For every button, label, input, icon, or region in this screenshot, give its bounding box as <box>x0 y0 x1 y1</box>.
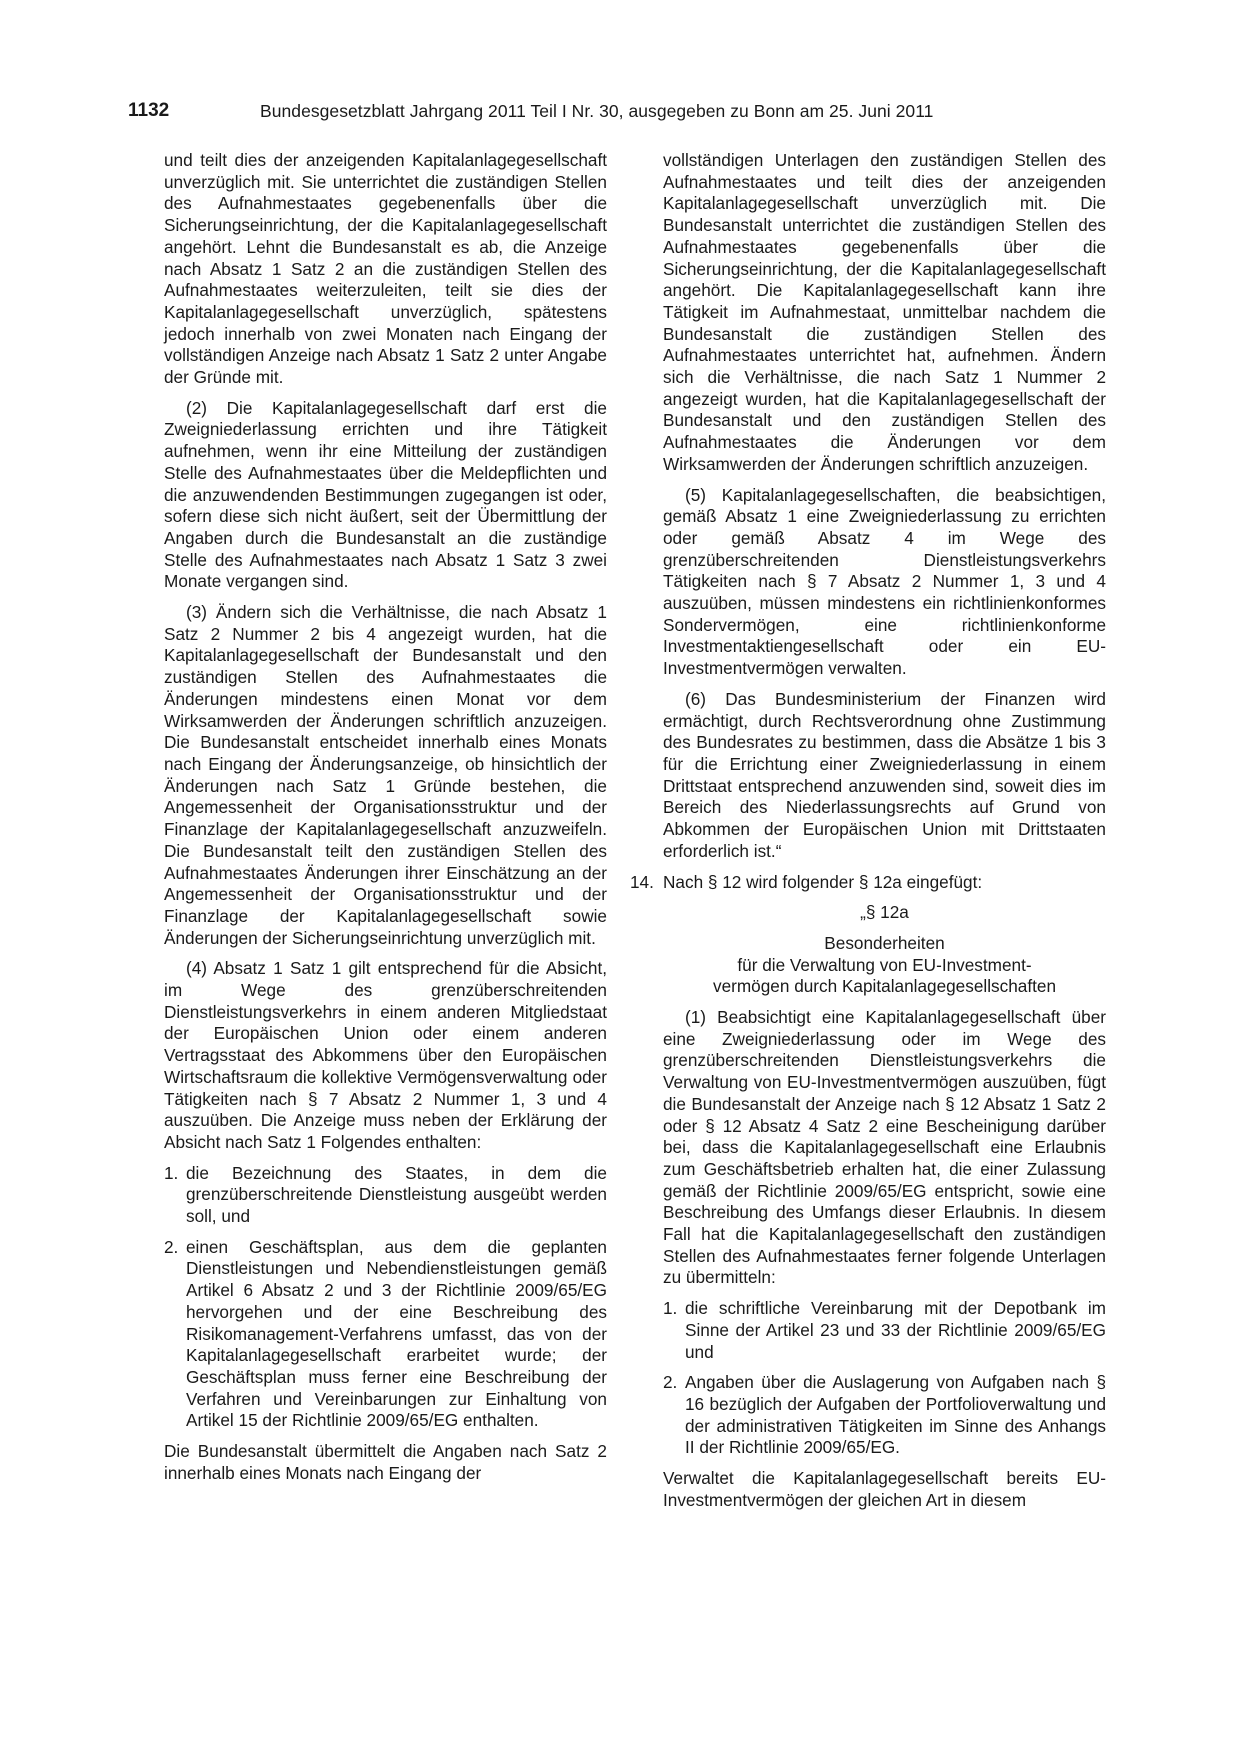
paragraph: (4) Absatz 1 Satz 1 gilt entsprechend für die Absicht, im Wege des grenzüberschreitenden Dienstleistungsverkehrs in einem anderen Mitgliedstaat der Europäischen Union oder einem anderen Vertragsstaat des Abkommens über den Europäischen Wirtschaftsraum die kollektive Vermögensverwaltung oder Tätigkeiten nach § 7 Absatz 2 Nummer 1, 3 und 4 auszuüben. Die Anzeige muss neben der Erklärung der Absicht nach Satz 1 Folgendes enthalten: <box>164 958 607 1152</box>
list-text: einen Geschäftsplan, aus dem die geplanten Dienstleistungen und Nebendienstleistungen gemäß Artikel 6 Absatz 2 und 3 der Richtlinie 2009/65/EG hervorgehen und der eine Beschreibung des Risikomanagement-Verfahrens umfasst, das von der Kapitalanlagegesellschaft erarbeitet wurde; der Geschäftsplan muss ferner eine Beschreibung der Verfahren und Vereinbarungen zur Einhaltung von Artikel 15 der Richtlinie 2009/65/EG enthalten. <box>186 1236 607 1431</box>
paragraph: (6) Das Bundesministerium der Finanzen wird ermächtigt, durch Rechtsverordnung ohne Zustimmung des Bundesrates zu bestimmen, dass die Absätze 1 bis 3 für die Errichtung einer Zweigniederlassung in einem Drittstaat entsprechend anzuwenden sind, soweit dies im Bereich des Niederlassungsrechts auf Grund von Abkommen der Europäischen Union mit Drittstaaten erforderlich ist.“ <box>663 688 1106 861</box>
page-header <box>128 100 1113 130</box>
right-column <box>630 150 1106 1511</box>
list-item <box>164 1237 607 1432</box>
paragraph: (3) Ändern sich die Verhältnisse, die nach Absatz 1 Satz 2 Nummer 2 bis 4 angezeigt wurden, hat die Kapitalanlagegesellschaft der Bundesanstalt und den zuständigen Stellen des Aufnahmestaates die Änderungen mindestens einen Monat vor dem Wirksamwerden der Änderungen schriftlich anzuzeigen. Die Bundesanstalt entscheidet innerhalb eines Monats nach Eingang der Änderungsanzeige, ob hinsichtlich der Änderungen nach Satz 1 Gründe bestehen, die Angemessenheit der Organisationsstruktur und der Finanzlage der Kapitalanlagegesellschaft anzuzweifeln. Die Bundesanstalt teilt den zuständigen Stellen des Aufnahmestaates Änderungen ihrer Einschätzung an der Angemessenheit der Organisationsstruktur und der Finanzlage der Kapitalanlagegesellschaft sowie Änderungen der Sicherungseinrichtung unverzüglich mit. <box>164 602 607 948</box>
paragraph: Verwaltet die Kapitalanlagegesellschaft bereits EU-Investmentvermögen der gleichen Art in diesem <box>663 1468 1106 1510</box>
list-number: 2. <box>164 1236 179 1257</box>
section-subheading: für die Verwaltung von EU-Investment- <box>737 954 1032 975</box>
item-text: Nach § 12 wird folgender § 12a eingefügt: <box>663 871 983 892</box>
paragraph: Die Bundesanstalt übermittelt die Angaben nach Satz 2 innerhalb eines Monats nach Eingang der <box>164 1441 607 1483</box>
page-number: 1132 <box>128 100 170 121</box>
list-text: Angaben über die Auslagerung von Aufgaben nach § 16 bezüglich der Aufgaben der Portfolioverwaltung und der administrativen Tätigkeiten im Sinne des Anhangs II der Richtlinie 2009/65/EG. <box>685 1372 1106 1458</box>
paragraph: und teilt dies der anzeigenden Kapitalanlagegesellschaft unverzüglich mit. Sie unterrichtet die zuständigen Stellen des Aufnahmestaates gegebenenfalls über die Sicherungseinrichtung, der die Kapitalanlagegesellschaft angehört. Lehnt die Bundesanstalt es ab, die Anzeige nach Absatz 1 Satz 2 an die zuständigen Stellen des Aufnahmestaates weiterzuleiten, teilt sie dies der Kapitalanlagegesellschaft unverzüglich, spätestens jedoch innerhalb von zwei Monaten nach Eingang der vollständigen Anzeige nach Absatz 1 Satz 2 unter Angabe der Gründe mit. <box>164 150 607 388</box>
paragraph: (2) Die Kapitalanlagegesellschaft darf erst die Zweigniederlassung errichten und ihre Tätigkeit aufnehmen, wenn ihr eine Mitteilung der zuständigen Stelle des Aufnahmestaates über die Meldepflichten und die anzuwendenden Bestimmungen zugegangen ist oder, sofern diese sich nicht äußert, seit der Übermittlung der Angaben durch die Bundesanstalt an die zuständige Stelle des Aufnahmestaates nach Absatz 1 Satz 3 zwei Monate vergangen sind. <box>164 397 607 592</box>
paragraph: (1) Beabsichtigt eine Kapitalanlagegesellschaft über eine Zweigniederlassung oder im Wege des grenzüberschreitenden Dienstleistungsverkehrs die Verwaltung von EU-Investmentvermögen auszuüben, fügt die Bundesanstalt der Anzeige nach § 12 Absatz 1 Satz 2 oder § 12 Absatz 4 Satz 2 eine Bescheinigung darüber bei, dass die Kapitalanlagegesellschaft eine Erlaubnis zum Geschäftsbetrieb erhalten hat, die einer Zulassung gemäß der Richtlinie 2009/65/EG entspricht, sowie eine Beschreibung des Umfangs dieser Erlaubnis. In diesem Fall hat die Kapitalanlagegesellschaft den zuständigen Stellen des Aufnahmestaates ferner folgende Unterlagen zu übermitteln: <box>663 1007 1106 1288</box>
list-text: die Bezeichnung des Staates, in dem die grenzüberschreitende Dienstleistung ausgeübt werden soll, und <box>186 1162 607 1227</box>
section-heading: Besonderheiten <box>824 932 945 953</box>
list-item <box>164 1163 607 1228</box>
list-item <box>663 1372 1106 1459</box>
section-subheading: vermögen durch Kapitalanlagegesellschaften <box>712 976 1057 997</box>
left-column <box>164 150 607 1484</box>
section-number: „§ 12a <box>860 902 909 923</box>
list-item <box>663 1298 1106 1363</box>
item-number: 14. <box>630 871 654 892</box>
list-text: die schriftliche Vereinbarung mit der Depotbank im Sinne der Artikel 23 und 33 der Richtlinie 2009/65/EG und <box>685 1298 1106 1362</box>
paragraph: (5) Kapitalanlagegesellschaften, die beabsichtigen, gemäß Absatz 1 eine Zweigniederlassung zu errichten oder gemäß Absatz 4 im Wege des grenzüberschreitenden Dienstleistungsverkehrs Tätigkeiten nach § 7 Absatz 2 Nummer 1, 3 und 4 auszuüben, müssen mindestens ein richtlinienkonformes Sondervermögen, eine richtlinienkonforme Investmentaktiengesellschaft oder ein EU-Investmentvermögen verwalten. <box>663 484 1106 679</box>
header-title: Bundesgesetzblatt Jahrgang 2011 Teil I Nr. 30, ausgegeben zu Bonn am 25. Juni 2011 <box>260 101 934 121</box>
amendment-item-14 <box>630 872 1106 894</box>
paragraph: vollständigen Unterlagen den zuständigen Stellen des Aufnahmestaates und teilt dies der anzeigenden Kapitalanlagegesellschaft unverzüglich mit. Die Bundesanstalt unterrichtet die zuständigen Stellen des Aufnahmestaates gegebenenfalls über die Sicherungseinrichtung, der die Kapitalanlagegesellschaft angehört. Die Kapitalanlagegesellschaft kann ihre Tätigkeit im Aufnahmestaat, unmittelbar nachdem die Bundesanstalt die zuständigen Stellen des Aufnahmestaates unterrichtet hat, aufnehmen. Ändern sich die Verhältnisse, die nach Satz 1 Nummer 2 angezeigt wurden, hat die Kapitalanlagegesellschaft der Bundesanstalt und den zuständigen Stellen des Aufnahmestaates die Änderungen vor dem Wirksamwerden der Änderungen schriftlich anzuzeigen. <box>663 150 1106 474</box>
list-number: 1. <box>663 1298 678 1319</box>
list-number: 1. <box>164 1162 179 1183</box>
list-number: 2. <box>663 1372 678 1393</box>
